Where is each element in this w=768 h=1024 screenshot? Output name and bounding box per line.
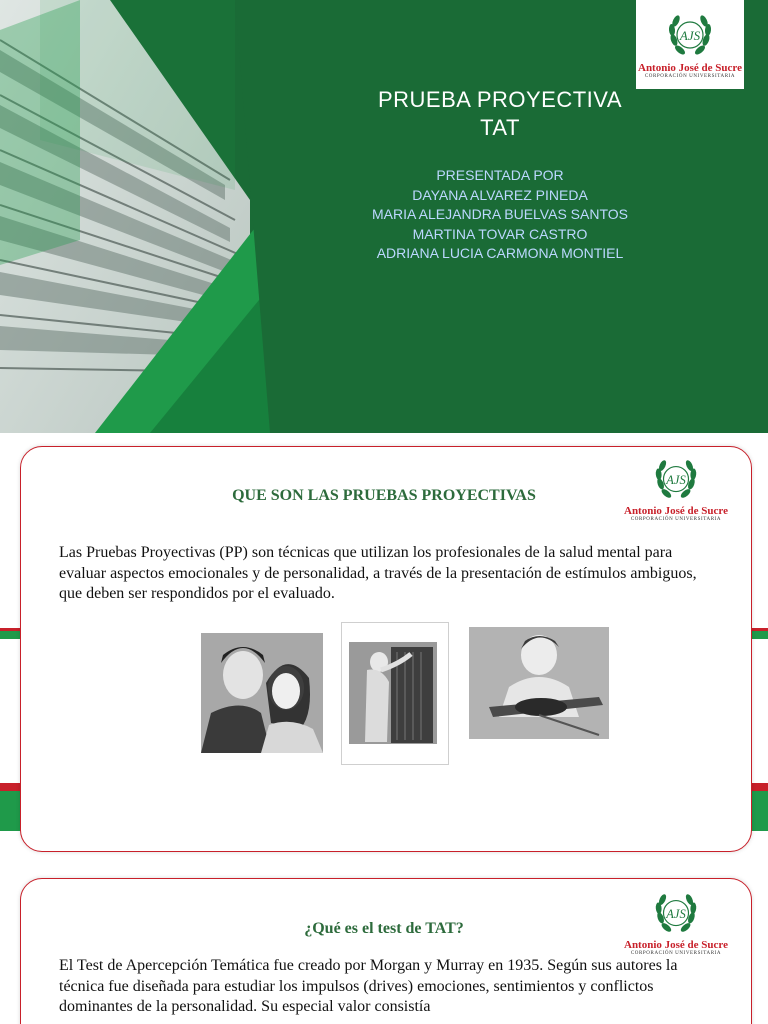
slide-body: Las Pruebas Proyectivas (PP) son técnicas que utilizan los profesionales de la salud mental para evaluar aspectos emocionales y de personalidad, a través de la presentación de estímulos ambiguos, que deben ser respondidos por el evaluado. (59, 544, 697, 602)
university-logo (636, 0, 744, 89)
logo-subtitle: CORPORACIÓN UNIVERSITARIA (630, 517, 722, 522)
laurel-seal-icon (651, 455, 701, 505)
slide-title: QUE SON LAS PRUEBAS PROYECTIVAS (232, 487, 536, 504)
content-slide-1 (0, 433, 768, 865)
svg-text:AJS: AJS (666, 472, 686, 487)
building-photo (0, 0, 300, 433)
presenter-name: MARTINA TOVAR CASTRO (412, 225, 588, 242)
university-logo (626, 455, 726, 525)
slide-body: El Test de Apercepción Temática fue creado por Morgan y Murray en 1935. Según sus autores la técnica fue diseñada para estudiar los impulsos (drives) emociones, sentimientos y conflictos dominantes de la personalidad. Su especial valor consistía (59, 957, 678, 1015)
title-line-2: TAT (480, 115, 520, 140)
logo-subtitle: CORPORACIÓN UNIVERSITARIA (630, 951, 722, 956)
logo-name: Antonio José de Sucre (624, 505, 728, 517)
svg-text:AJS: AJS (679, 28, 701, 43)
title-slide (0, 0, 768, 433)
presenter-name: DAYANA ALVAREZ PINEDA (412, 186, 588, 203)
tat-card-woman-door-image (341, 622, 449, 765)
logo-subtitle: CORPORACIÓN UNIVERSITARIA (644, 74, 736, 79)
svg-text:AJS: AJS (666, 906, 686, 921)
tat-card-boy-violin-image (469, 627, 609, 739)
laurel-seal-icon (664, 10, 716, 62)
logo-name: Antonio José de Sucre (624, 939, 728, 951)
presenter-name: ADRIANA LUCIA CARMONA MONTIEL (376, 245, 624, 261)
presenter-name: MARIA ALEJANDRA BUELVAS SANTOS (372, 206, 628, 222)
university-logo (626, 889, 726, 959)
slide-title: ¿Qué es el test de TAT? (304, 920, 464, 937)
presented-by-label: PRESENTADA POR (436, 167, 564, 183)
logo-name: Antonio José de Sucre (638, 62, 742, 74)
content-slide-2 (0, 865, 768, 1024)
presenters-list (330, 166, 670, 264)
tat-card-couple-image (201, 633, 323, 753)
laurel-seal-icon (651, 889, 701, 939)
title-line-1: PRUEBA PROYECTIVA (377, 87, 623, 112)
presentation-title (330, 86, 670, 142)
